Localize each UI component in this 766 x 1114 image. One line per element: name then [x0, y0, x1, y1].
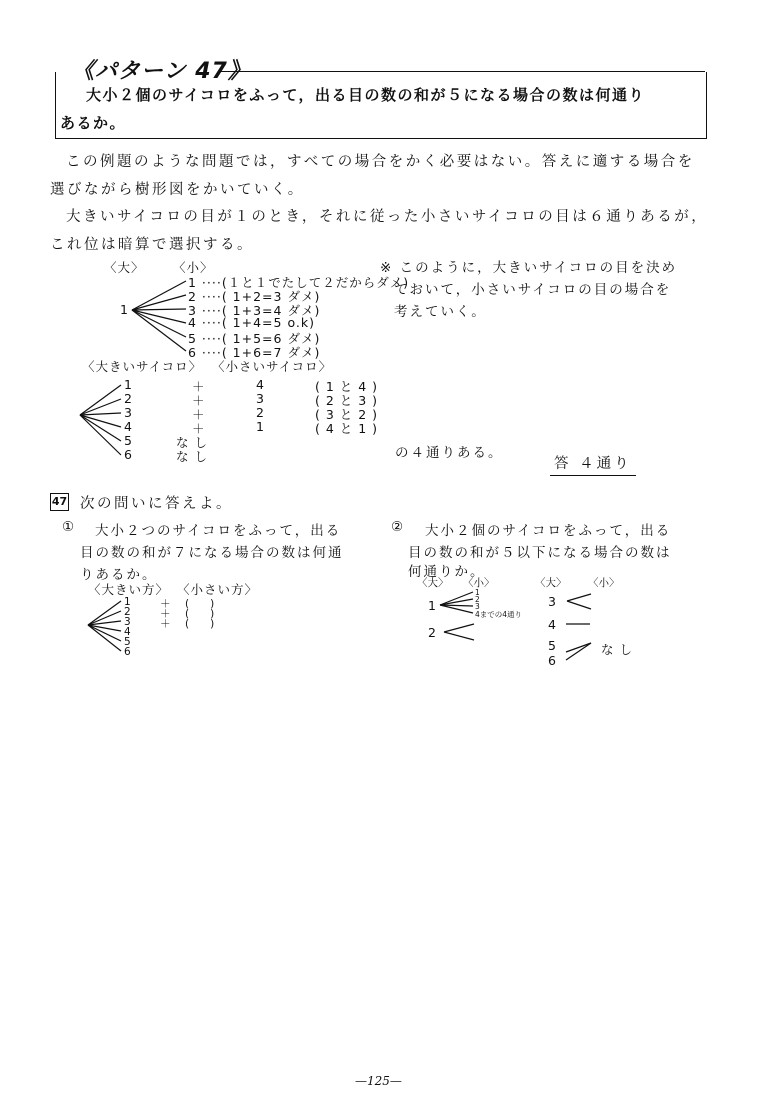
table-small: 4	[256, 377, 265, 392]
q1-big: 3	[124, 616, 131, 628]
q1-big: 2	[124, 606, 131, 618]
tree1-head-big: 〈大〉	[104, 260, 145, 275]
tree1-head-small: 〈小〉	[173, 260, 214, 275]
explanation-line-3: 大きいサイコロの目が１のとき，それに従った小さいサイコロの目は６通りあるが，	[66, 209, 709, 225]
q2-tree1-leaf: 1	[475, 588, 480, 597]
tree1-branch: 4 ····( 1+4=5 o.k)	[188, 315, 315, 330]
tree1-branch: 2 ····( 1+2=3 ダメ)	[188, 289, 321, 304]
q2-line-3: 何通りか。	[408, 564, 486, 580]
table-small: 2	[256, 405, 265, 420]
table-big: 3	[124, 405, 133, 420]
table-big: 5	[124, 433, 133, 448]
exercise-instruction: 次の問いに答えよ。	[80, 496, 233, 512]
tree1-root: 1	[120, 302, 129, 317]
q1-op: ＋	[160, 608, 171, 620]
problem-box	[55, 72, 707, 139]
q2-line-2: 目の数の和が５以下になる場合の数は	[408, 545, 672, 561]
problem-line-1: 大小２個のサイコロをふって，出る目の数の和が５になる場合の数は何通り	[86, 86, 646, 104]
table-big: 6	[124, 447, 133, 462]
explanation-line-4: これ位は暗算で選択する。	[50, 237, 254, 253]
explanation-line-1: この例題のような問題では，すべての場合をかく必要はない。答えに適する場合を	[66, 154, 695, 170]
table-pair: ( 1 と 4 )	[315, 379, 379, 394]
q2-right-4: 4	[548, 617, 557, 632]
q2-tree1-leaf: 4までの4通り	[475, 610, 523, 619]
q2-tree1-leaf: 3	[475, 602, 480, 611]
table-op: ＋	[192, 421, 206, 436]
tree1-branch: 3 ····( 1+3=4 ダメ)	[188, 303, 321, 318]
q1-big: 6	[124, 646, 131, 658]
table-op: な し	[176, 449, 208, 464]
q1-line-1: 大小２つのサイコロをふって，出る	[95, 523, 342, 539]
q1-head-big: 〈大きい方〉	[88, 582, 170, 597]
table-big: 2	[124, 391, 133, 406]
note-line-3: 考えていく。	[394, 304, 487, 320]
table-pair: ( 2 と 3 )	[315, 393, 379, 408]
problem-line-2: あるか。	[60, 114, 127, 132]
table-conclusion: の４通りある。	[395, 445, 504, 461]
explanation-line-2: 選びながら樹形図をかいていく。	[50, 182, 305, 198]
q1-big: 5	[124, 636, 131, 648]
q1-line-2: 目の数の和が７になる場合の数は何通	[80, 545, 344, 561]
note-line-2: ておいて，小さいサイコロの目の場合を	[394, 282, 672, 298]
q2-tree2-root: 2	[428, 625, 437, 640]
pattern-title: 《パターン 47》	[72, 59, 251, 84]
table-head-small: 〈小さいサイコロ〉	[212, 359, 333, 374]
q2-head-small-2: 〈小〉	[588, 577, 620, 589]
table-small: 1	[256, 419, 265, 434]
tree1-branch: 5 ····( 1+5=6 ダメ)	[188, 331, 321, 346]
q2-head-small: 〈小〉	[463, 577, 495, 589]
q1-paren: ( )	[185, 598, 215, 610]
q2-right-6: 6	[548, 653, 557, 668]
q2-head-big-2: 〈大〉	[535, 577, 567, 589]
table-pair: ( 3 と 2 )	[315, 407, 379, 422]
tree1-branch: 1 ····(１と１でたして２だからダメ)	[188, 275, 410, 290]
q1-big: 1	[124, 596, 131, 608]
table-pair: ( 4 と 1 )	[315, 421, 379, 436]
table-op: ＋	[192, 379, 206, 394]
table-op: ＋	[192, 407, 206, 422]
answer: 答 ４通り	[550, 452, 636, 476]
q1-paren: ( )	[185, 608, 215, 620]
note-line-1: ※ このように，大きいサイコロの目を決め	[380, 260, 678, 276]
q1-mark: ①	[62, 519, 77, 535]
q1-head-small: 〈小さい方〉	[177, 582, 259, 597]
table-big: 1	[124, 377, 133, 392]
exercise-number: 47	[50, 493, 69, 511]
tree1-branch: 6 ····( 1+6=7 ダメ)	[188, 345, 321, 360]
q2-right-3: 3	[548, 594, 557, 609]
q2-tree1-root: 1	[428, 598, 437, 613]
q2-tree1-leaf: 2	[475, 595, 480, 604]
q2-mark: ②	[391, 519, 406, 535]
table-op: な し	[176, 435, 208, 450]
table-big: 4	[124, 419, 133, 434]
q2-head-big: 〈大〉	[417, 577, 449, 589]
q1-op: ＋	[160, 598, 171, 610]
q1-big: 4	[124, 626, 131, 638]
q1-op: ＋	[160, 618, 171, 630]
q2-right-5: 5	[548, 638, 557, 653]
table-head-big: 〈大きいサイコロ〉	[82, 359, 203, 374]
page-number: —125—	[355, 1074, 402, 1088]
q1-paren: ( )	[185, 618, 215, 630]
q1-line-3: りあるか。	[80, 567, 158, 583]
q2-none: な し	[601, 642, 633, 657]
table-op: ＋	[192, 393, 206, 408]
q2-line-1: 大小２個のサイコロをふって，出る	[425, 523, 672, 539]
table-small: 3	[256, 391, 265, 406]
